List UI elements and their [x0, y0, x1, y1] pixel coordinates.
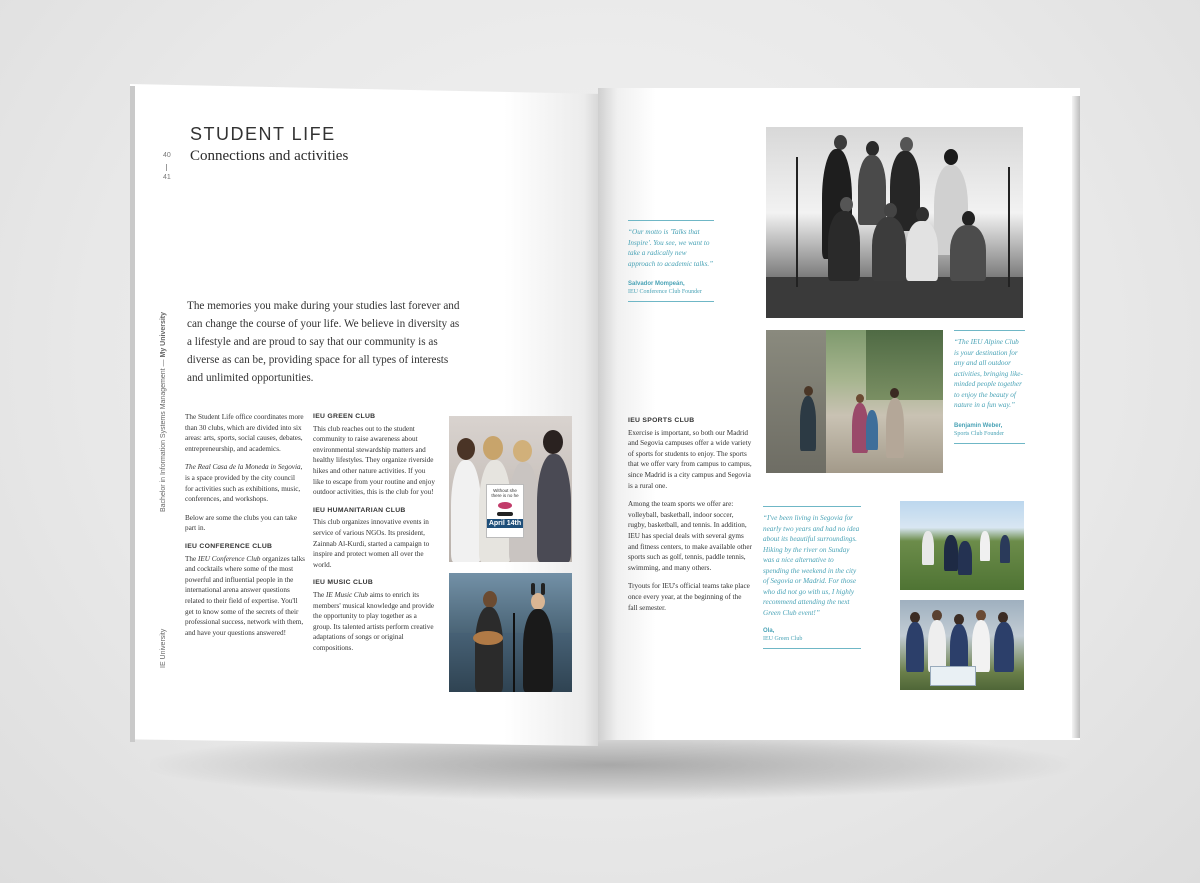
- conference-quote-name: Salvador Mompeán,: [628, 281, 685, 287]
- column-1: [185, 412, 305, 646]
- poster-line-2: there is no he: [491, 493, 519, 498]
- intro-paragraph: The memories you make during your studies last forever and can change the course of your life. We believe in diversity as a lifestyle and are proud to say that our community is as diverse as can be, providing space for all types of interests and unlimited opportunities.: [187, 300, 460, 384]
- green-club-quote-name: Ola,: [763, 628, 775, 634]
- music-club-text: [313, 590, 435, 654]
- green-club-quote-text: “I've been living in Segovia for nearly two years and had no idea about its beautiful surroundings. Hiking by the river on Sunday was a nice alternative to spending the weekend in the city of Segovia or Madrid. For those who did not go with us, I highly recommend attending the next Green Club event!”: [763, 514, 860, 617]
- mustache-icon: [497, 512, 513, 516]
- green-club-heading: IEU GREEN CLUB: [313, 413, 376, 420]
- alpine-quote-text: “The IEU Alpine Club is your destination for any and all outdoor activities, bringing like-minded people together to enjoy the beauty of nature in a fun way.”: [954, 338, 1023, 409]
- alpine-quote: [954, 330, 1025, 444]
- column-2: [313, 412, 435, 661]
- guitar-icon: [473, 631, 503, 645]
- vertical-school-label: IE University: [160, 628, 167, 668]
- casa-moneda-text: is a space provided by the city council for activities such as exhibitions, music, conferences, and workshops.: [185, 473, 301, 504]
- alpine-quote-name: Benjamin Weber,: [954, 422, 1003, 429]
- conference-italic: IEU Conference Club: [197, 554, 261, 563]
- section-title: STUDENT LIFE: [190, 124, 336, 144]
- sports-club-paragraph-2: Among the team sports we offer are: volleyball, basketball, indoor soccer, rugby, basketball, and tennis. In addition, IEU has special deals with several gyms and fitness centers, to make available other sports such as golf, tennis, paddle tennis, swimming, and many others.: [628, 500, 752, 572]
- music-rest: aims to enrich its members' musical knowledge and provide the opportunity to play together as a group. Its talented artists perform creative adaptations of songs or original compositions.: [313, 590, 435, 652]
- alpine-quote-role: Sports Club Founder: [954, 430, 1005, 437]
- vertical-program: Bachelor in Information Systems Management: [160, 368, 167, 512]
- sports-team-photo: [900, 600, 1024, 690]
- conference-quote-text: “Our motto is 'Talks that Inspire'. You see, we want to take a radically new approach to academic talks.”: [628, 228, 714, 268]
- page-number-right: 41: [163, 174, 171, 181]
- humanitarian-club-heading: IEU HUMANITARIAN CLUB: [313, 506, 406, 514]
- vertical-program-sub: My University: [160, 311, 167, 358]
- green-club-quote: [763, 506, 861, 649]
- clubs-overview-paragraph: The Student Life office coordinates more than 30 clubs, which are divided into six areas: arts, sports, social causes, debates, entrepreneurship, and academics.: [185, 413, 304, 453]
- vertical-program-label: [160, 312, 167, 512]
- poster-line-1: Without she: [493, 488, 517, 493]
- section-subtitle: Connections and activities: [190, 148, 349, 164]
- music-pre: The: [313, 590, 326, 599]
- rugby-photo: [900, 501, 1024, 590]
- lips-icon: [498, 502, 512, 509]
- casa-moneda-italic: The Real Casa de la Moneda in Segovia,: [185, 463, 303, 472]
- sports-club-paragraph-1: Exercise is important, so both our Madrid and Segovia campuses offer a wide variety of sports for students to enjoy. The sports that we offer vary from campus to campus, since Madrid is a city campus and Segovia is a rural one.: [628, 428, 752, 490]
- vertical-separator: —: [160, 359, 167, 367]
- conference-pre: The: [185, 554, 198, 563]
- sports-club-paragraph-3: Tryouts for IEU's official teams take place once every year, at the beginning of the fall semester.: [628, 582, 750, 612]
- casa-moneda-paragraph: [185, 462, 305, 504]
- conference-club-text: [185, 554, 305, 639]
- clubs-intro-paragraph: Below are some the clubs you can take part in.: [185, 513, 297, 533]
- conference-quote: [628, 220, 714, 302]
- sports-club-column: [628, 416, 752, 621]
- conference-club-group-photo: [766, 127, 1023, 318]
- humanitarian-club-photo: [449, 416, 572, 562]
- humanitarian-club-text: This club organizes innovative events in service of various NGOs. Its president, Zainnab Al-Kurdi, started a campaign to inspire and protect women all over the world.: [313, 518, 430, 569]
- team-banner: [930, 666, 976, 686]
- music-italic: IE Music Club: [325, 590, 368, 599]
- poster: [486, 484, 524, 538]
- poster-date: April 14th: [488, 520, 522, 527]
- left-page-edge: [130, 86, 135, 742]
- page-number-divider: [166, 164, 167, 171]
- conference-rest: organizes talks and cocktails where some of the most powerful and influential people in the international arena answer questions related to their field of expertise. You'll get to know some of the secrets of their professional success, network with them, and have your questions answered!: [185, 554, 305, 637]
- green-club-quote-role: IEU Green Club: [763, 636, 803, 642]
- music-club-photo: [449, 573, 572, 692]
- green-club-text: This club reaches out to the student community to raise awareness about environmental stewardship matters and healthy lifestyles. They organize riverside hikes and other nature activities. If you like to escape from your routine and enjoy outdoor activities, this is the club for you!: [313, 424, 435, 497]
- sports-club-heading: IEU SPORTS CLUB: [628, 417, 695, 424]
- music-club-heading: IEU MUSIC CLUB: [313, 579, 374, 587]
- right-page-edge: [1072, 96, 1080, 738]
- conference-quote-role: IEU Conference Club Founder: [628, 289, 702, 295]
- conference-club-heading: IEU CONFERENCE CLUB: [185, 542, 273, 550]
- alpine-club-hiking-photo: [766, 330, 943, 473]
- page-number-left: 40: [163, 152, 171, 159]
